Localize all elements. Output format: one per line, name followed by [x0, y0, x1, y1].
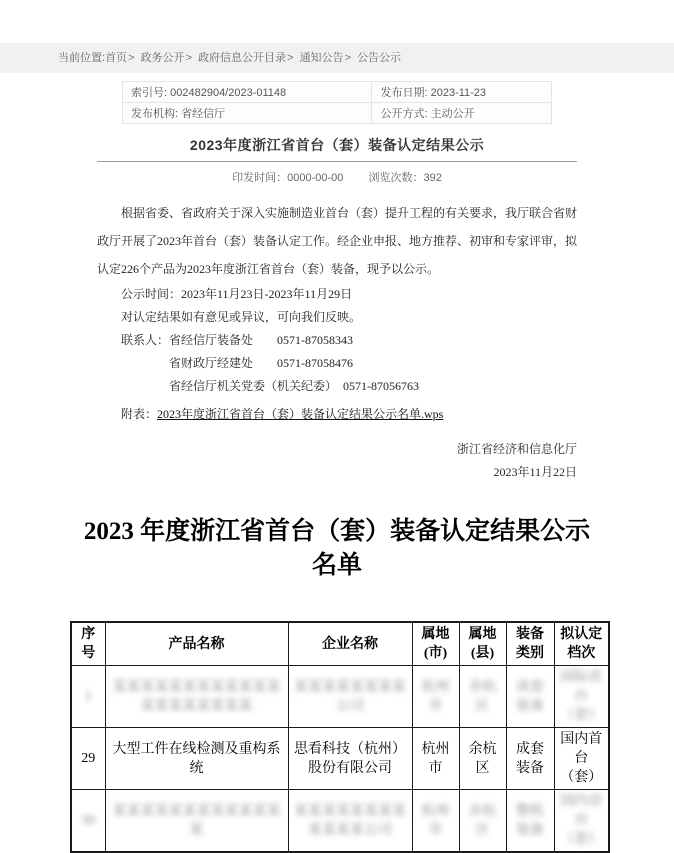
cell-county: 余杭区	[459, 728, 506, 790]
breadcrumb-item-announcements[interactable]: 公告公示	[357, 52, 402, 64]
top-whitespace	[0, 0, 674, 43]
feedback-line: 对认定结果如有意见或异议，可向我们反映。	[121, 310, 362, 324]
col-header-product: 产品名称	[105, 622, 288, 666]
cell-category: 成套装备	[506, 728, 554, 790]
meta-index-label: 索引号:	[131, 87, 168, 99]
cell-level: 国内首台（套）	[554, 790, 609, 853]
cell-product: 某某某某某某某某某某某某某某某某某某某某	[105, 666, 288, 728]
cell-city: 杭州市	[412, 790, 459, 853]
table-row-blurred-30	[71, 790, 609, 853]
meta-publish-date-cell	[372, 82, 552, 103]
meta-index-value: 002482904/2023-01148	[170, 87, 287, 99]
meta-method-cell	[372, 103, 552, 124]
attachment-link[interactable]: 2023年度浙江省首台（套）装备认定结果公示名单.wps	[157, 407, 444, 421]
col-header-city: 属地(市)	[412, 622, 459, 666]
print-time-label: 印发时间：	[232, 172, 288, 184]
breadcrumb-item-home[interactable]: 首页	[105, 52, 128, 64]
breadcrumb-item-notices[interactable]: 通知公告	[299, 52, 344, 64]
meta-org-label: 发布机构:	[131, 108, 179, 120]
breadcrumb-separator: >	[128, 52, 135, 64]
table-row-blurred-1	[71, 666, 609, 728]
attachment-line	[97, 403, 577, 426]
list-title-line1: 2023 年度浙江省首台（套）装备认定结果公示	[83, 518, 591, 545]
document-meta-table	[122, 81, 552, 124]
meta-method-label: 公开方式:	[380, 108, 428, 120]
contact-line-3: 省经信厅机关党委（机关纪委） 0571-87056763	[169, 379, 419, 393]
cell-category: 成套装备	[506, 666, 554, 728]
cell-category: 整机装备	[506, 790, 554, 853]
result-table	[70, 621, 610, 853]
cell-level: 国际首台（套）	[554, 666, 609, 728]
meta-org-value: 省经信厅	[181, 108, 226, 120]
breadcrumb-separator: >	[185, 52, 192, 64]
signature-date: 2023年11月22日	[493, 465, 577, 479]
cell-serial: 1	[71, 666, 105, 728]
meta-date-label: 发布日期:	[380, 87, 428, 99]
cell-city: 杭州市	[412, 728, 459, 790]
list-title	[0, 515, 674, 583]
col-header-level: 拟认定档次	[554, 622, 609, 666]
contact-line-2: 省财政厅经建处 0571-87058476	[169, 356, 353, 370]
print-info	[0, 169, 674, 185]
print-time-value: 0000-00-00	[287, 172, 344, 184]
signature-org: 浙江省经济和信息化厅	[456, 442, 577, 456]
attachment-label: 附表：	[121, 407, 158, 421]
cell-serial: 30	[71, 790, 105, 853]
contact-line-1: 联系人：省经信厅装备处 0571-87058343	[121, 333, 353, 347]
breadcrumb-item-gov-open[interactable]: 政务公开	[140, 52, 185, 64]
list-title-line2: 名单	[311, 552, 362, 579]
notice-time-line: 公示时间：2023年11月23日-2023年11月29日	[121, 287, 353, 301]
page-title: 2023年度浙江省首台（套）装备认定结果公示	[189, 137, 485, 153]
breadcrumb	[0, 43, 674, 73]
announcement-body	[97, 199, 577, 482]
col-header-serial: 序号	[71, 622, 105, 666]
breadcrumb-separator: >	[287, 52, 294, 64]
cell-product: 大型工件在线检测及重构系统	[105, 728, 288, 790]
meta-method-value: 主动公开	[430, 108, 475, 120]
breadcrumb-item-info-directory[interactable]: 政府信息公开目录	[198, 52, 287, 64]
cell-county: 余杭区	[459, 790, 506, 853]
col-header-county: 属地(县)	[459, 622, 506, 666]
meta-row-1	[123, 82, 552, 103]
col-header-category: 装备类别	[506, 622, 554, 666]
title-divider	[97, 161, 577, 162]
cell-company: 某某某某某某某某某某某某公司	[288, 790, 412, 853]
breadcrumb-prefix: 当前位置:	[58, 52, 106, 64]
views-value: 392	[423, 172, 442, 184]
meta-index-cell	[123, 82, 372, 103]
views-label: 浏览次数：	[368, 172, 424, 184]
announcement-paragraph: 根据省委、省政府关于深入实施制造业首台（套）提升工程的有关要求，我厅联合省财政厅开展了2023年首台（套）装备认定工作。经企业申报、地方推荐、初审和专家评审，拟认定226个产品为2023年度浙江省首台（套）装备，现予以公示。	[97, 206, 578, 276]
cell-company: 思看科技（杭州）股份有限公司	[288, 728, 412, 790]
cell-county: 余杭区	[459, 666, 506, 728]
cell-product: 某某某某某某某某某某某某某	[105, 790, 288, 853]
cell-serial: 29	[71, 728, 105, 790]
col-header-company: 企业名称	[288, 622, 412, 666]
meta-publisher-cell	[123, 103, 372, 124]
cell-city: 杭州市	[412, 666, 459, 728]
cell-level: 国内首台（套）	[554, 728, 609, 790]
breadcrumb-separator: >	[344, 52, 351, 64]
result-header-row	[71, 622, 609, 666]
meta-date-value: 2023-11-23	[430, 87, 487, 99]
table-row-29	[71, 728, 609, 790]
cell-company: 某某某某某某某某公司	[288, 666, 412, 728]
meta-row-2	[123, 103, 552, 124]
